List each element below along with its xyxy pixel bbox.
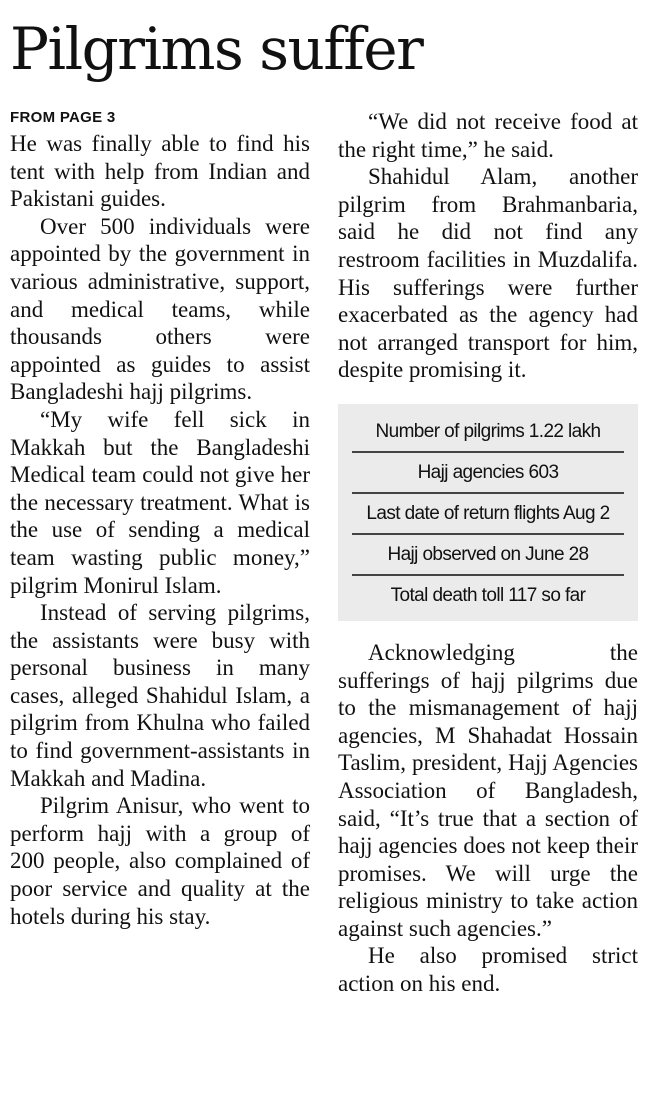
article-paragraph: Instead of serving pilgrims, the assistants were busy with personal business in many cases, alleged Shahidul Islam, a pilgrim from Khulna who failed to find government-assistants in Makkah and Madina. [10, 600, 310, 791]
headline: Pilgrims suffer [10, 15, 423, 83]
article-paragraph: He was finally able to find his tent with help from Indian and Pakistani guides. [10, 131, 310, 212]
article-paragraph: “My wife fell sick in Makkah but the Bangladeshi Medical team could not give her the necessary treatment. What is the use of sending a medical team wasting public money,” pilgrim Monirul Islam. [10, 406, 310, 598]
fact-return-flights: Last date of return flights Aug 2 [352, 494, 624, 535]
article-column-right [338, 108, 638, 998]
continuation-kicker: FROM PAGE 3 [10, 109, 116, 126]
article-column-left [10, 106, 310, 930]
article-paragraph: Acknowledging the sufferings of hajj pilgrims due to the mismanagement of hajj agencies, M Shahadat Hossain Taslim, president, Hajj Agencies Association of Bangladesh, said, “It’s true that a section of hajj agencies does not keep their promises. We will urge the religious ministry to take action against such agencies.” [338, 639, 638, 941]
fact-hajj-agencies: Hajj agencies 603 [352, 453, 624, 494]
fact-pilgrim-count: Number of pilgrims 1.22 lakh [352, 412, 624, 453]
article-paragraph: He also promised strict action on his end. [338, 943, 638, 997]
article-paragraph: Over 500 individuals were appointed by the government in various administrative, support, and medical teams, while thousands others were appointed as guides to assist Bangladeshi hajj pilgrims. [10, 213, 310, 405]
article-paragraph: Pilgrim Anisur, who went to perform hajj with a group of 200 people, also complained of poor service and quality at the hotels during his stay. [10, 793, 310, 929]
article-paragraph: “We did not receive food at the right time,” he said. [338, 109, 638, 162]
article-paragraph: Shahidul Alam, another pilgrim from Brahmanbaria, said he did not find any restroom facilities in Muzdalifa. His sufferings were further exacerbated as the agency had not arranged transport for him, despite promising it. [338, 164, 638, 383]
fact-box [338, 404, 638, 621]
fact-hajj-date: Hajj observed on June 28 [352, 535, 624, 576]
fact-death-toll: Total death toll 117 so far [390, 584, 586, 606]
